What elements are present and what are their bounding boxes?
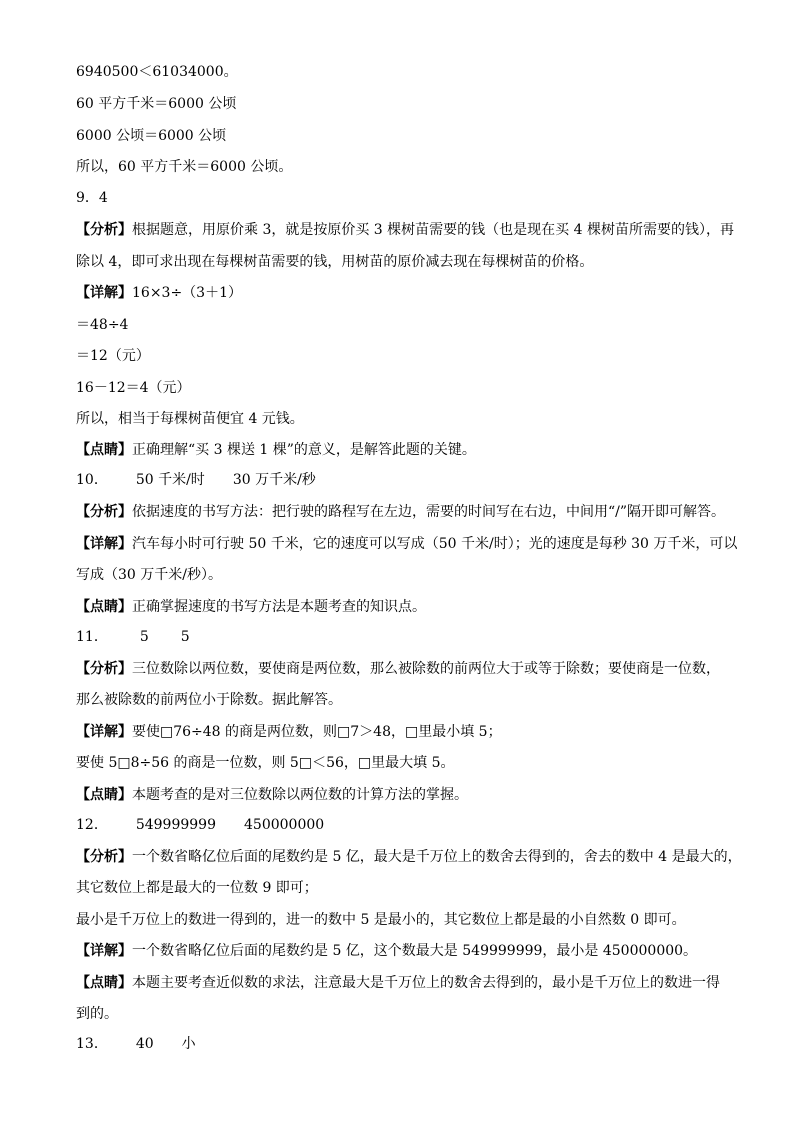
- analysis-tag: 【分析】: [76, 849, 132, 865]
- analysis-line: 【分析】根据题意，用原价乘 3，就是按原价买 3 棵树苗需要的钱（也是现在买 4 棵树苗所需要的钱），再: [76, 222, 734, 238]
- comment-tag: 【点睛】: [76, 975, 132, 991]
- solution-line: 【详解】一个数省略亿位后面的尾数约是 5 亿，这个数最大是 549999999，最小是 450000000。: [76, 943, 698, 959]
- text-line: 所以，60 平方千米＝6000 公顷。: [76, 159, 293, 175]
- analysis-line: 【分析】依据速度的书写方法：把行驶的路程写在左边，需要的时间写在右边，中间用“/”隔开即可解答。: [76, 504, 726, 520]
- comment-tag: 【点睛】: [76, 442, 132, 458]
- text-line: 写成（30 万千米/秒）。: [76, 567, 222, 583]
- text-line: ＝12（元）: [76, 348, 150, 364]
- answer-blank-1: 40: [135, 1036, 154, 1052]
- text-line: 60 平方千米＝6000 公顷: [76, 96, 237, 112]
- question-answer-line: [76, 627, 726, 647]
- solution-line: 【详解】16×3÷（3＋1）: [76, 285, 242, 301]
- text-line: 6000 公顷＝6000 公顷: [76, 128, 227, 144]
- question-number: 13．: [76, 1036, 108, 1052]
- text-line: ＝48÷4: [76, 317, 129, 333]
- question-answer-line: [76, 470, 726, 490]
- solution-tag: 【详解】: [76, 724, 132, 740]
- answer-blank-1: 50 千米/时: [135, 472, 205, 488]
- answer-blank-2: 450000000: [244, 817, 325, 833]
- question-number: 11．: [76, 629, 108, 645]
- text-line: 那么被除数的前两位小于除数。据此解答。: [76, 692, 342, 708]
- comment-line: 【点睛】本题主要考查近似数的求法，注意最大是千万位上的数舍去得到的，最小是千万位上的数进一得: [76, 975, 720, 991]
- solution-line: 【详解】汽车每小时可行驶 50 千米，它的速度可以写成（50 千米/时）；光的速度是每秒 30 万千米，可以: [76, 536, 738, 552]
- analysis-line: 【分析】一个数省略亿位后面的尾数约是 5 亿，最大是千万位上的数舍去得到的，舍去的数中 4 是最大的，: [76, 849, 742, 865]
- question-number: 10．: [76, 472, 108, 488]
- answer-blank-1: 5: [139, 629, 149, 645]
- comment-tag: 【点睛】: [76, 787, 132, 803]
- text-line: 所以，相当于每棵树苗便宜 4 元钱。: [76, 411, 304, 427]
- text-line: 其它数位上都是最大的一位数 9 即可；: [76, 880, 318, 896]
- text-line: 6940500＜61034000。: [76, 64, 238, 80]
- comment-line: 【点睛】本题考查的是对三位数除以两位数的计算方法的掌握。: [76, 787, 468, 803]
- solution-tag: 【详解】: [76, 536, 132, 552]
- solution-tag: 【详解】: [76, 943, 132, 959]
- analysis-tag: 【分析】: [76, 661, 132, 677]
- question-answer-line: [76, 815, 726, 835]
- analysis-line: 【分析】三位数除以两位数，要使商是两位数，那么被除数的前两位大于或等于除数；要使商是一位数，: [76, 661, 720, 677]
- text-line: 除以 4，即可求出现在每棵树苗需要的钱，用树苗的原价减去现在每棵树苗的价格。: [76, 254, 594, 270]
- text-line: 到的。: [76, 1006, 118, 1022]
- text-line: 最小是千万位上的数进一得到的，进一的数中 5 是最小的，其它数位上都是最的小自然数 0 即可。: [76, 912, 686, 928]
- answer-blank-2: 小: [181, 1036, 196, 1052]
- answer-blank-1: 549999999: [135, 817, 216, 833]
- comment-tag: 【点睛】: [76, 599, 132, 615]
- solution-line: 【详解】要使□76÷48 的商是两位数，则□7＞48，□里最小填 5；: [76, 724, 502, 740]
- analysis-tag: 【分析】: [76, 222, 132, 238]
- question-number: 9．4: [76, 190, 108, 206]
- question-answer-line: [76, 1034, 726, 1054]
- comment-line: 【点睛】正确理解“买 3 棵送 1 棵”的意义，是解答此题的关键。: [76, 442, 476, 458]
- question-number: 12．: [76, 817, 108, 833]
- answer-blank-2: 30 万千米/秒: [232, 472, 316, 488]
- text-line: 16－12＝4（元）: [76, 380, 191, 396]
- comment-line: 【点睛】正确掌握速度的书写方法是本题考查的知识点。: [76, 599, 426, 615]
- solution-tag: 【详解】: [76, 285, 132, 301]
- text-line: 要使 5□8÷56 的商是一位数，则 5□＜56，□里最大填 5。: [76, 755, 455, 771]
- analysis-tag: 【分析】: [76, 504, 132, 520]
- answer-blank-2: 5: [180, 629, 190, 645]
